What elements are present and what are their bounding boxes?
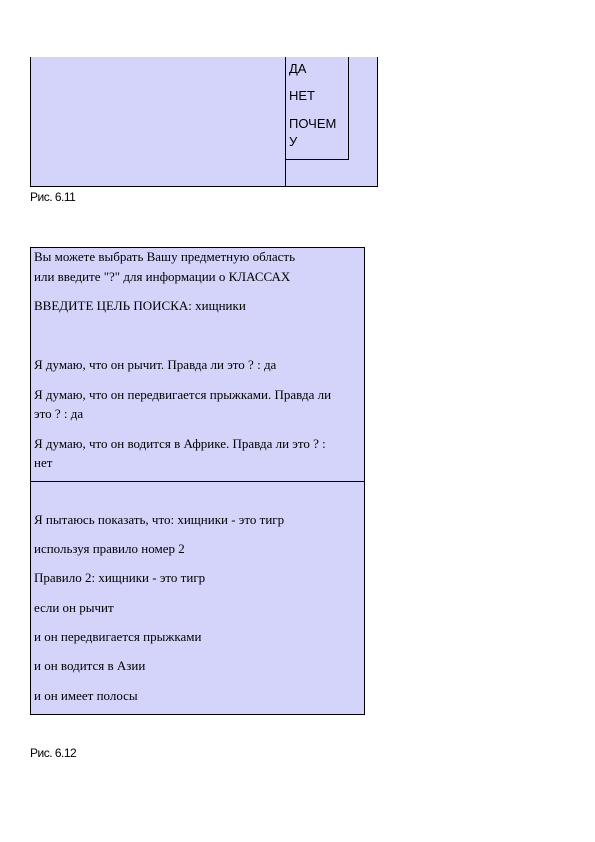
dialog-line: или введите "?" для информации о КЛАССАХ	[34, 269, 291, 284]
menu-item-why-continued[interactable]: У	[289, 134, 298, 149]
explanation-line: используя правило номер 2	[34, 541, 185, 556]
dialog-line: ВВЕДИТЕ ЦЕЛЬ ПОИСКА: хищники	[34, 298, 246, 313]
menu-item-yes[interactable]: ДА	[289, 61, 307, 76]
menu-item-no[interactable]: НЕТ	[289, 88, 315, 103]
menu-item-why[interactable]: ПОЧЕМ	[289, 116, 337, 131]
figure-caption-6-12: Рис. 6.12	[30, 746, 77, 760]
dialog-divider	[31, 481, 364, 482]
dialog-line: это ? : да	[34, 406, 84, 421]
dialog-line: Я думаю, что он рычит. Правда ли это ? : да	[34, 357, 277, 372]
explanation-line: и он имеет полосы	[34, 688, 138, 703]
explanation-line: Правило 2: хищники - это тигр	[34, 570, 206, 585]
explanation-line: и он передвигается прыжками	[34, 629, 202, 644]
expert-system-dialog	[30, 247, 365, 715]
dialog-line: нет	[34, 455, 53, 470]
explanation-line: если он рычит	[34, 600, 114, 615]
answer-menu	[286, 57, 349, 160]
dialog-line: Вы можете выбрать Вашу предметную область	[34, 249, 296, 264]
dialog-line: Я думаю, что он передвигается прыжками. Правда ли	[34, 387, 332, 402]
explanation-line: Я пытаюсь показать, что: хищники - это тигр	[34, 512, 285, 527]
dialog-line: Я думаю, что он водится в Африке. Правда ли это ? :	[34, 436, 326, 451]
figure-caption-6-11: Рис. 6.11	[30, 190, 76, 204]
explanation-line: и он водится в Азии	[34, 658, 146, 673]
